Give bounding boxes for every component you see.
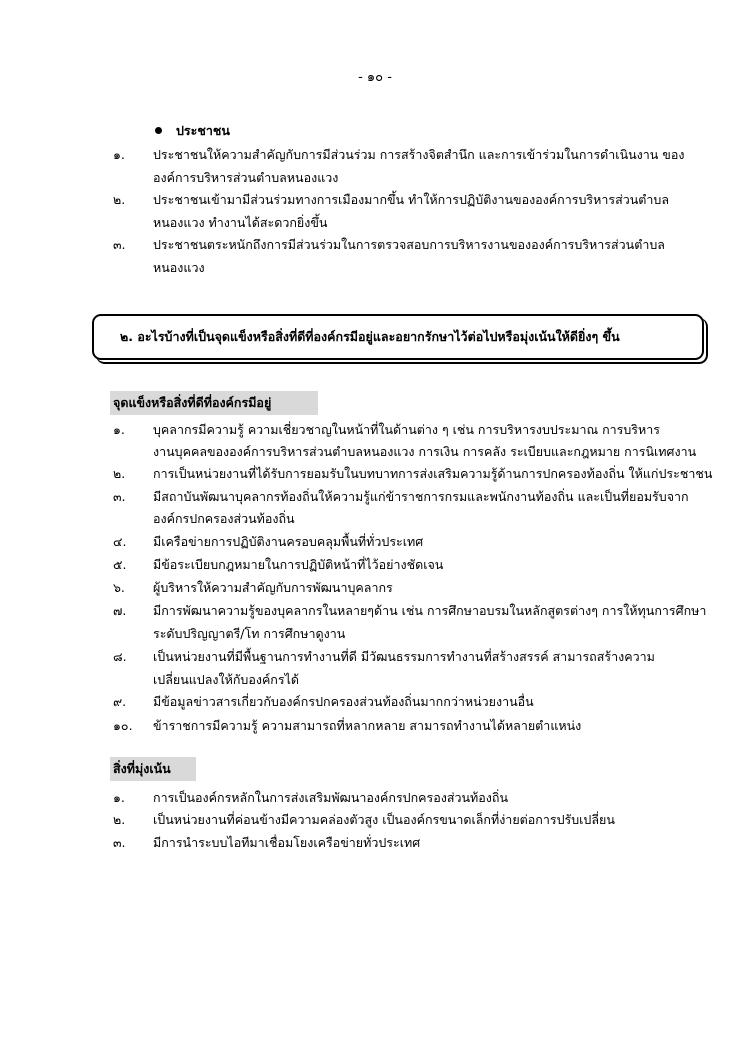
item-line: องค์กรปกครองส่วนท้องถิ่น (153, 511, 295, 526)
item-number: ๓. (113, 489, 126, 504)
people-heading-text: ประชาชน (176, 123, 230, 138)
item-line: มีสถาบันพัฒนาบุคลากรท้องถิ่นให้ความรู้แก่ข้าราชการกรมและพนักงานท้องถิ่น และเป็นที่ยอมรับจาก (153, 489, 689, 504)
item-line: ประชาชนให้ความสำคัญกับการมีส่วนร่วม การสร้างจิตสำนึก และการเข้าร่วมในการดำเนินงาน ของ (153, 147, 685, 162)
item-number: ๑. (113, 422, 125, 437)
item-number: ๓. (113, 237, 126, 252)
item-line: มีข้อระเบียบกฎหมายในการปฏิบัติหน้าที่ไว้อย่างชัดเจน (153, 557, 444, 572)
item-line: ประชาชนตระหนักถึงการมีส่วนร่วมในการตรวจสอบการบริหารงานขององค์การบริหารส่วนตำบล (153, 237, 665, 252)
item-number: ๘. (113, 649, 127, 664)
item-number: ๑๐. (113, 718, 133, 733)
bullet-icon (155, 127, 162, 134)
item-line: องค์การบริหารส่วนตำบลหนองแวง (153, 170, 339, 185)
item-line: ประชาชนเข้ามามีส่วนร่วมทางการเมืองมากขึ้น ทำให้การปฏิบัติงานขององค์การบริหารส่วนตำบล (153, 192, 669, 207)
item-line: เปลี่ยนแปลงให้กับองค์กรได้ (153, 672, 299, 687)
item-line: งานบุคคลขององค์การบริหารส่วนตำบลหนองแวง การเงิน การคลัง ระเบียบและกฎหมาย การนิเทศงาน (153, 444, 697, 459)
item-line: เป็นหน่วยงานที่ค่อนข้างมีความคล่องตัวสูง เป็นองค์กรขนาดเล็กที่ง่ายต่อการปรับเปลี่ยน (153, 812, 615, 827)
question-text: ๒. อะไรบ้างที่เป็นจุดแข็งหรือสิ่งที่ดีที่องค์กรมีอยู่และอยากรักษาไว้ต่อไปหรือมุ่งเน้นให้ดียิ่งๆ ขึ้น (120, 329, 620, 344)
item-line: การเป็นหน่วยงานที่ได้รับการยอมรับในบทบาทการส่งเสริมความรู้ด้านการปกครองท้องถิ่น ให้แก่ประชาชน (153, 466, 713, 481)
item-line: ผู้บริหารให้ความสำคัญกับการพัฒนาบุคลากร (153, 580, 393, 595)
item-line: มีการพัฒนาความรู้ของบุคลากรในหลายๆด้าน เช่น การศึกษาอบรมในหลักสูตรต่างๆ การให้ทุนการศึกษา (153, 603, 707, 618)
page-number: - ๑๐ - (358, 70, 392, 85)
item-line: การเป็นองค์กรหลักในการส่งเสริมพัฒนาองค์กรปกครองส่วนท้องถิ่น (153, 790, 509, 805)
item-number: ๙. (113, 694, 127, 709)
item-line: หนองแวง ทำงานได้สะดวกยิ่งขึ้น (153, 215, 328, 230)
item-line: ข้าราชการมีความรู้ ความสามารถที่หลากหลาย สามารถทำงานได้หลายตำแหน่ง (153, 718, 582, 733)
item-line: บุคลากรมีความรู้ ความเชี่ยวชาญในหน้าที่ในด้านต่าง ๆ เช่น การบริหารงบประมาณ การบริหาร (153, 422, 660, 437)
strengths-label: จุดแข็งหรือสิ่งที่ดีที่องค์กรมีอยู่ (110, 391, 318, 415)
item-number: ๒. (113, 192, 126, 207)
item-number: ๕. (113, 557, 127, 572)
item-number: ๑. (113, 790, 125, 805)
item-line: หนองแวง (153, 260, 205, 275)
item-number: ๖. (113, 580, 125, 595)
focus-label: สิ่งที่มุ่งเน้น (110, 757, 196, 781)
item-number: ๒. (113, 812, 126, 827)
item-number: ๓. (113, 835, 126, 850)
item-number: ๑. (113, 147, 125, 162)
item-number: ๔. (113, 534, 127, 549)
item-line: มีเครือข่ายการปฏิบัติงานครอบคลุมพื้นที่ทั่วประเทศ (153, 534, 424, 549)
item-line: เป็นหน่วยงานที่มีพื้นฐานการทำงานที่ดี มีวัฒนธรรมการทำงานที่สร้างสรรค์ สามารถสร้างความ (153, 649, 655, 664)
item-line: ระดับปริญญาตรี/โท การศึกษาดูงาน (153, 626, 346, 641)
people-heading (155, 121, 230, 141)
item-line: มีการนำระบบไอทีมาเชื่อมโยงเครือข่ายทั่วประเทศ (153, 835, 421, 850)
item-line: มีข้อมูลข่าวสารเกี่ยวกับองค์กรปกครองส่วนท้องถิ่นมากกว่าหน่วยงานอื่น (153, 694, 534, 709)
item-number: ๒. (113, 466, 126, 481)
item-number: ๗. (113, 603, 127, 618)
